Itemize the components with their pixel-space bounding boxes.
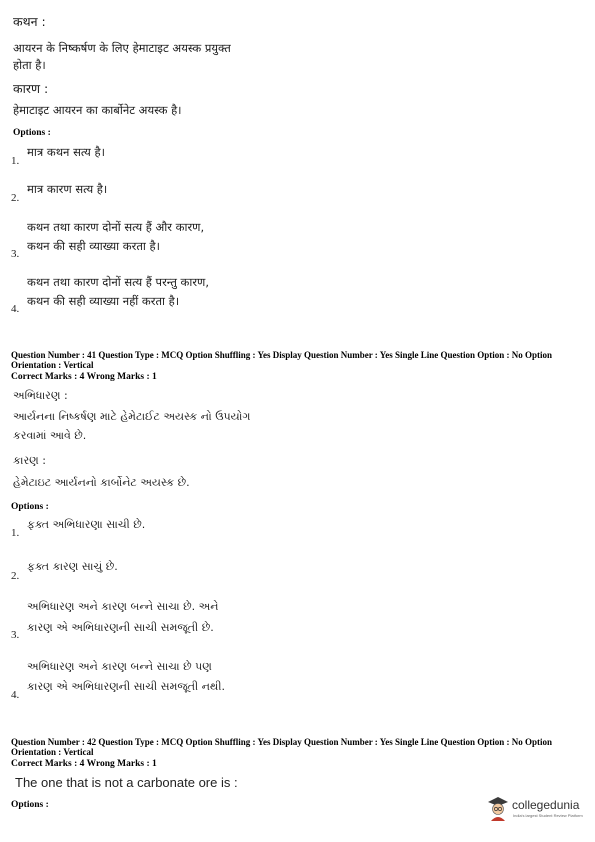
option-text: कथन तथा कारण दोनों सत्य हैं परन्तु कारण, xyxy=(27,275,210,289)
option-text: मात्र कारण सत्य है। xyxy=(27,182,108,196)
reason-text: હેમેટાઇટ આર્યનનો કાર્બોનેટ અયસ્ક છે. xyxy=(13,476,190,489)
assertion-line-1: આર્યનના નિષ્કર્ષણ માટે હેમેટાઈટ અયસ્ક નો ઉપયોગ xyxy=(13,410,251,423)
option-number: 3. xyxy=(11,629,20,641)
logo-tagline: India's largest Student Review Platform xyxy=(513,813,583,818)
reason-label: कारण : xyxy=(13,81,49,96)
assertion-label: અભિધારણ : xyxy=(13,389,68,402)
assertion-line-2: કરવામાં આવે છે. xyxy=(13,429,87,442)
option-number: 2. xyxy=(11,570,20,582)
question-text: The one that is not a carbonate ore is : xyxy=(15,775,238,790)
option-number: 3. xyxy=(11,248,20,260)
option-number: 2. xyxy=(11,192,20,204)
question-meta: Question Number : 41 Question Type : MCQ Option Shuffling : Yes Display Question Number : Yes Single Line Question Option : No Option Orientation : Vertical xyxy=(11,350,552,370)
option-text: અભિધારણ અને કારણ બન્ને સાચા છે પણ xyxy=(27,660,212,673)
options-label: Options : xyxy=(11,502,49,512)
option-number: 4. xyxy=(11,689,20,701)
option-text: કારણ એ અભિધારણની સાચી સમજૂતી છે. xyxy=(27,621,214,634)
assertion-line-1: आयरन के निष्कर्षण के लिए हेमाटाइट अयस्क प्रयुक्त xyxy=(13,41,231,55)
question-marks: Correct Marks : 4 Wrong Marks : 1 xyxy=(11,759,157,769)
reason-text: हेमाटाइट आयरन का कार्बोनेट अयस्क है। xyxy=(13,103,182,117)
option-number: 4. xyxy=(11,303,20,315)
collegedunia-logo xyxy=(486,792,586,826)
student-avatar-icon xyxy=(486,794,510,822)
question-marks: Correct Marks : 4 Wrong Marks : 1 xyxy=(11,372,157,382)
reason-label: કારણ : xyxy=(13,454,46,467)
option-text: અભિધારણ અને કારણ બન્ને સાચા છે. અને xyxy=(27,600,219,613)
options-label: Options : xyxy=(13,128,51,138)
option-text: ફક્ત અભિધારણા સાચી છે. xyxy=(27,518,146,531)
assertion-line-2: होता है। xyxy=(13,58,46,72)
option-text: कथन तथा कारण दोनों सत्य हैं और कारण, xyxy=(27,220,205,234)
options-label: Options : xyxy=(11,800,49,810)
option-text: कथन की सही व्याख्या करता है। xyxy=(27,239,161,253)
option-text: कथन की सही व्याख्या नहीं करता है। xyxy=(27,294,180,308)
logo-brand: collegedunia xyxy=(512,798,580,812)
option-text: ફક્ત કારણ સાચું છે. xyxy=(27,560,118,573)
option-number: 1. xyxy=(11,527,20,539)
assertion-label: कथन : xyxy=(13,14,46,29)
option-text: मात्र कथन सत्य है। xyxy=(27,145,105,159)
option-number: 1. xyxy=(11,155,20,167)
question-meta: Question Number : 42 Question Type : MCQ Option Shuffling : Yes Display Question Number : Yes Single Line Question Option : No Option Orientation : Vertical xyxy=(11,737,552,757)
option-text: કારણ એ અભિધારણની સાચી સમજૂતી નથી. xyxy=(27,680,225,693)
